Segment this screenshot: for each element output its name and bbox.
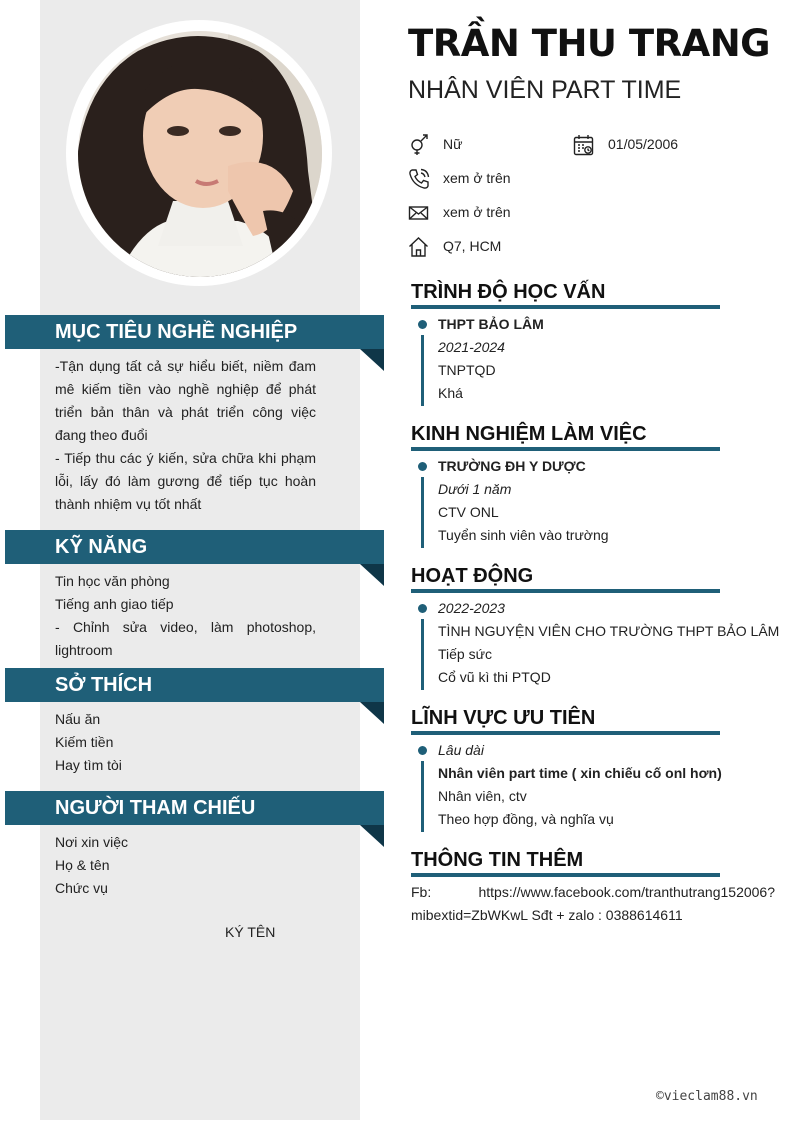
experience-heading: KINH NGHIỆM LÀM VIỆC bbox=[411, 421, 720, 451]
reference-item: Chức vụ bbox=[55, 880, 108, 896]
gender-row bbox=[408, 133, 558, 155]
career-goal-text bbox=[55, 355, 316, 516]
phone-row bbox=[408, 167, 608, 189]
email-row bbox=[408, 201, 608, 223]
activity-role: TÌNH NGUYỆN VIÊN CHO TRƯỜNG THPT BẢO LÂM bbox=[438, 623, 780, 639]
calendar-icon bbox=[573, 134, 595, 156]
company-name: TRƯỜNG ĐH Y DƯỢC bbox=[438, 458, 586, 474]
activity-period: 2022-2023 bbox=[438, 600, 505, 616]
facebook-link[interactable]: https://www.facebook.com/tranthutrang152006? bbox=[478, 884, 775, 900]
hobby-item: Kiếm tiền bbox=[55, 734, 114, 750]
home-icon bbox=[408, 236, 430, 258]
address-value: Q7, HCM bbox=[443, 238, 502, 254]
timeline-line bbox=[421, 335, 424, 406]
skill-item: Tin học văn phòng bbox=[55, 573, 170, 589]
activities-entry bbox=[418, 597, 778, 692]
hobbies-heading: SỞ THÍCH bbox=[5, 668, 384, 702]
timeline-dot bbox=[418, 320, 427, 329]
experience-period: Dưới 1 năm bbox=[438, 481, 512, 497]
priority-position: Nhân viên part time ( xin chiếu cố onl hơn) bbox=[438, 765, 722, 781]
timeline-line bbox=[421, 477, 424, 548]
additional-heading: THÔNG TIN THÊM bbox=[411, 847, 720, 877]
experience-description: Tuyển sinh viên vào trường bbox=[438, 527, 609, 543]
job-title: NHÂN VIÊN PART TIME bbox=[408, 76, 682, 104]
mail-icon bbox=[408, 202, 430, 224]
activity-item: Tiếp sức bbox=[438, 646, 492, 662]
priority-type: Nhân viên, ctv bbox=[438, 788, 527, 804]
priority-contract: Theo hợp đồng, và nghĩa vụ bbox=[438, 811, 614, 827]
skill-item: Tiếng anh giao tiếp bbox=[55, 596, 174, 612]
ribbon-fold bbox=[360, 564, 384, 586]
activity-item: Cổ vũ kì thi PTQD bbox=[438, 669, 551, 685]
additional-info bbox=[411, 881, 775, 927]
ribbon-fold bbox=[360, 702, 384, 724]
phone-value: xem ở trên bbox=[443, 170, 511, 186]
reference-item: Họ & tên bbox=[55, 857, 110, 873]
timeline-dot bbox=[418, 604, 427, 613]
reference-item: Nơi xin việc bbox=[55, 834, 128, 850]
gender-value: Nữ bbox=[443, 136, 463, 152]
references-list bbox=[55, 831, 316, 900]
career-goal-paragraph: -Tận dụng tất cả sự hiểu biết, niềm đam mê kiếm tiền vào nghề nghiệp để phát triển bản thân và phát triển công việc đang theo đuổi bbox=[55, 358, 316, 443]
email-value: xem ở trên bbox=[443, 204, 511, 220]
timeline-line bbox=[421, 761, 424, 832]
gender-icon bbox=[408, 134, 430, 156]
skills-heading: KỸ NĂNG bbox=[5, 530, 384, 564]
skill-item: - Chỉnh sửa video, làm photoshop, lightroom bbox=[55, 619, 316, 658]
timeline-dot bbox=[418, 462, 427, 471]
career-goal-heading: MỤC TIÊU NGHỀ NGHIỆP bbox=[5, 315, 384, 349]
experience-position: CTV ONL bbox=[438, 504, 499, 520]
experience-entry bbox=[418, 455, 778, 550]
ribbon-fold bbox=[360, 349, 384, 371]
birthday-row bbox=[573, 133, 723, 155]
priority-term: Lâu dài bbox=[438, 742, 484, 758]
full-name: TRẦN THU TRANG bbox=[408, 22, 771, 65]
phone-icon bbox=[408, 168, 430, 190]
hobbies-list bbox=[55, 708, 316, 777]
education-entry bbox=[418, 313, 778, 408]
priorities-entry bbox=[418, 739, 778, 834]
activities-heading: HOẠT ĐỘNG bbox=[411, 563, 720, 593]
education-heading: TRÌNH ĐỘ HỌC VẤN bbox=[411, 279, 720, 309]
education-major: TNPTQD bbox=[438, 362, 496, 378]
education-grade: Khá bbox=[438, 385, 463, 401]
birthday-value: 01/05/2006 bbox=[608, 136, 679, 152]
signature-label: KÝ TÊN bbox=[225, 924, 276, 940]
watermark: ©vieclam88.vn bbox=[656, 1089, 758, 1104]
hobby-item: Nấu ăn bbox=[55, 711, 101, 727]
hobby-item: Hay tìm tòi bbox=[55, 757, 122, 773]
skills-list bbox=[55, 570, 316, 662]
additional-contact-line: mibextid=ZbWKwL Sđt + zalo : 0388614611 bbox=[411, 907, 683, 923]
timeline-line bbox=[421, 619, 424, 690]
facebook-label: Fb: bbox=[411, 884, 432, 900]
avatar bbox=[78, 31, 322, 277]
priorities-heading: LĨNH VỰC ƯU TIÊN bbox=[411, 705, 720, 735]
address-row bbox=[408, 235, 608, 257]
education-period: 2021-2024 bbox=[438, 339, 505, 355]
references-heading: NGƯỜI THAM CHIẾU bbox=[5, 791, 384, 825]
career-goal-paragraph: - Tiếp thu các ý kiến, sửa chữa khi phạm lỗi, lấy đó làm gương để tiếp tục hoàn thành nhiệm vụ tốt nhất bbox=[55, 450, 316, 512]
ribbon-fold bbox=[360, 825, 384, 847]
school-name: THPT BẢO LÂM bbox=[438, 316, 544, 332]
timeline-dot bbox=[418, 746, 427, 755]
